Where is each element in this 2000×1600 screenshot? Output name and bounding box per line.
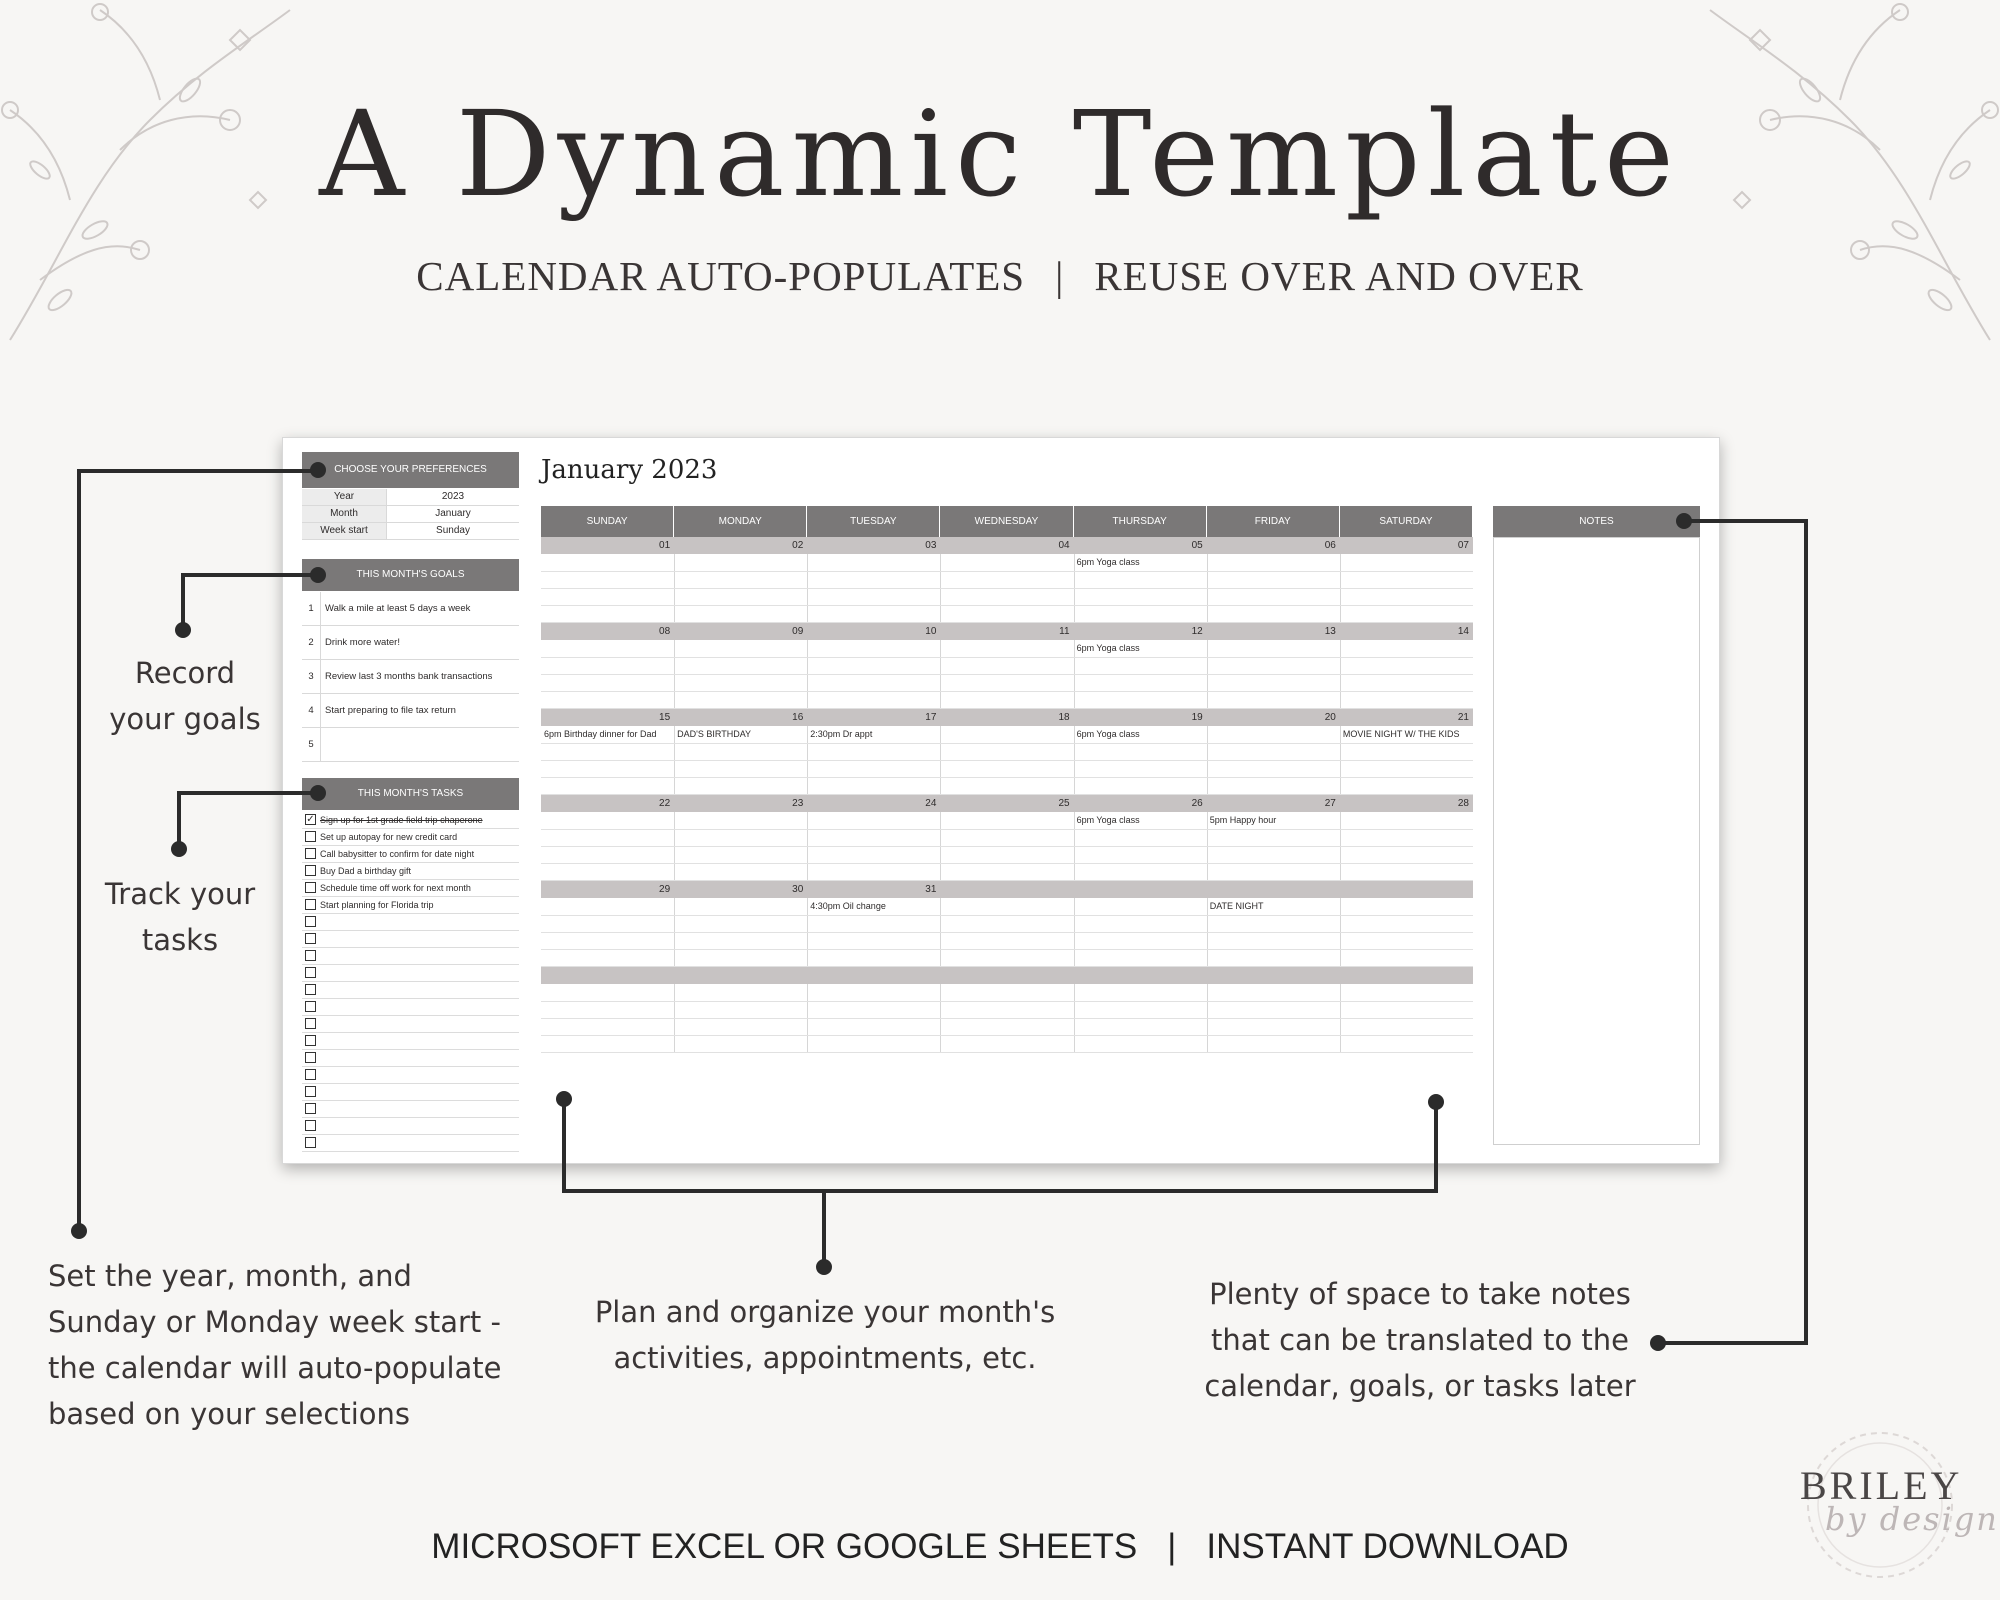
annotation-line: Plenty of space to take notes	[1209, 1277, 1631, 1311]
annotation-line: Sunday or Monday week start -	[48, 1305, 501, 1339]
task-checkbox[interactable]	[305, 831, 316, 842]
task-checkbox[interactable]	[305, 916, 316, 927]
goal-row[interactable]	[302, 660, 519, 694]
task-row	[302, 879, 519, 897]
goal-number: 5	[302, 728, 321, 761]
task-text: Sign up for 1st grade field trip chaperone	[320, 814, 483, 825]
date-number: 21	[1457, 712, 1469, 723]
connector-plan-v1	[562, 1099, 566, 1193]
date-number: 28	[1457, 798, 1469, 809]
annotation-line: your goals	[109, 702, 261, 736]
task-checkbox[interactable]	[305, 848, 316, 859]
notes-header: NOTES	[1493, 506, 1700, 537]
task-row	[302, 947, 519, 965]
footer-right: INSTANT DOWNLOAD	[1206, 1527, 1569, 1566]
annotation-line: Set the year, month, and	[48, 1259, 412, 1293]
date-number: 29	[659, 884, 671, 895]
connector-plan-v3	[822, 1191, 826, 1267]
footer-left: MICROSOFT EXCEL OR GOOGLE SHEETS	[431, 1527, 1138, 1566]
task-checkbox[interactable]	[305, 865, 316, 876]
task-checkbox[interactable]	[305, 899, 316, 910]
connector-dot	[1676, 513, 1692, 529]
date-number: 24	[925, 798, 937, 809]
task-checkbox[interactable]	[305, 1120, 316, 1131]
logo-name: BRILEY	[1800, 1463, 1963, 1508]
annotation-plan	[580, 1289, 1070, 1381]
date-number: 26	[1191, 798, 1203, 809]
calendar-grid	[541, 506, 1473, 1053]
preference-label: Month	[302, 506, 387, 522]
calendar-event[interactable]: 6pm Birthday dinner for Dad	[544, 729, 657, 739]
day-header: WEDNESDAY	[940, 506, 1073, 537]
day-header: THURSDAY	[1074, 506, 1207, 537]
grid-line	[541, 760, 1473, 761]
calendar-event[interactable]: 6pm Yoga class	[1076, 729, 1140, 739]
calendar-event[interactable]: 5pm Happy hour	[1209, 815, 1277, 825]
calendar-event[interactable]: 4:30pm Oil change	[810, 901, 886, 911]
subtitle	[0, 252, 2000, 300]
connector-notes-v	[1804, 519, 1808, 1345]
task-checkbox[interactable]	[305, 950, 316, 961]
calendar-event[interactable]: 6pm Yoga class	[1076, 557, 1140, 567]
connector-dot	[71, 1223, 87, 1239]
connector-dot	[556, 1091, 572, 1107]
preference-value-select[interactable]: Sunday	[436, 525, 470, 536]
task-checkbox[interactable]	[305, 933, 316, 944]
day-header: SUNDAY	[541, 506, 674, 537]
annotation-notes	[1190, 1271, 1650, 1409]
connector-prefs-h	[78, 469, 318, 473]
task-row	[302, 913, 519, 931]
task-row	[302, 1015, 519, 1033]
date-number: 16	[792, 712, 804, 723]
task-checkbox[interactable]	[305, 1035, 316, 1046]
goal-row[interactable]	[302, 626, 519, 660]
task-row	[302, 845, 519, 863]
tasks-header: THIS MONTH'S TASKS	[302, 778, 519, 810]
task-row	[302, 862, 519, 880]
task-checkbox[interactable]: ✓	[306, 814, 315, 825]
date-number: 30	[792, 884, 804, 895]
connector-dot	[310, 462, 326, 478]
date-number: 10	[925, 626, 937, 637]
date-number: 23	[792, 798, 804, 809]
connector-dot	[171, 841, 187, 857]
connector-prefs-v	[77, 469, 81, 1231]
goal-number: 4	[302, 694, 321, 727]
notes-area[interactable]	[1493, 537, 1700, 1145]
preferences-header: CHOOSE YOUR PREFERENCES	[302, 452, 519, 488]
date-number: 27	[1324, 798, 1336, 809]
goal-number: 2	[302, 626, 321, 659]
task-text: Buy Dad a birthday gift	[320, 865, 412, 876]
annotation-line: based on your selections	[48, 1397, 410, 1431]
preference-label: Week start	[302, 523, 387, 539]
date-number: 01	[659, 540, 671, 551]
grid-line	[541, 691, 1473, 692]
grid-line	[541, 1052, 1473, 1053]
task-checkbox[interactable]	[305, 1052, 316, 1063]
calendar-event[interactable]: MOVIE NIGHT W/ THE KIDS	[1342, 729, 1460, 739]
annotation-line: that can be translated to the	[1210, 1323, 1630, 1357]
connector-plan-h	[562, 1189, 1438, 1193]
task-row	[302, 1083, 519, 1101]
task-checkbox[interactable]	[305, 1137, 316, 1148]
task-row	[302, 1117, 519, 1135]
connector-tasks-h	[177, 791, 318, 795]
task-row	[302, 981, 519, 999]
grid-line	[541, 829, 1473, 830]
spreadsheet-preview	[282, 437, 1720, 1164]
task-checkbox[interactable]	[305, 1001, 316, 1012]
task-checkbox[interactable]	[305, 1103, 316, 1114]
task-row	[302, 1066, 519, 1084]
subtitle-left: CALENDAR AUTO-POPULATES	[416, 253, 1026, 299]
grid-line	[541, 949, 1473, 950]
grid-line	[541, 743, 1473, 744]
task-row	[302, 828, 519, 846]
grid-line	[541, 846, 1473, 847]
annotation-line: tasks	[141, 923, 219, 957]
headline: A Dynamic Template	[319, 85, 1681, 223]
task-row	[302, 1134, 519, 1152]
grid-line	[541, 674, 1473, 675]
date-number: 05	[1191, 540, 1203, 551]
date-number: 06	[1324, 540, 1336, 551]
subtitle-right: REUSE OVER AND OVER	[1094, 253, 1584, 299]
calendar-month-title: January 2023	[541, 455, 718, 485]
connector-dot	[1650, 1335, 1666, 1351]
date-number: 11	[1059, 626, 1070, 637]
task-row	[302, 930, 519, 948]
date-number: 18	[1058, 712, 1070, 723]
task-row	[302, 1032, 519, 1050]
connector-dot	[175, 622, 191, 638]
date-number: 17	[925, 712, 937, 723]
annotation-line: Plan and organize your month's	[594, 1295, 1056, 1329]
task-checkbox[interactable]	[305, 1086, 316, 1097]
date-number: 09	[792, 626, 804, 637]
date-number: 19	[1191, 712, 1203, 723]
task-text: Schedule time off work for next month	[320, 882, 471, 893]
grid-line	[541, 605, 1473, 606]
date-number: 13	[1324, 626, 1336, 637]
task-checkbox[interactable]	[305, 1069, 316, 1080]
goal-text: Walk a mile at least 5 days a week	[325, 603, 471, 614]
preference-row	[302, 523, 519, 540]
grid-line	[541, 657, 1473, 658]
grid-line	[541, 932, 1473, 933]
task-text: Call babysitter to confirm for date night	[320, 848, 475, 859]
goal-row[interactable]	[302, 592, 519, 626]
annotation-line: calendar, goals, or tasks later	[1204, 1369, 1636, 1403]
grid-line	[541, 777, 1473, 778]
annotation-preferences	[48, 1253, 508, 1437]
connector-goals-h	[181, 573, 318, 577]
goal-number: 3	[302, 660, 321, 693]
date-number: 20	[1324, 712, 1336, 723]
calendar-event[interactable]: DAD'S BIRTHDAY	[677, 729, 752, 739]
date-number: 02	[792, 540, 804, 551]
date-number: 25	[1058, 798, 1070, 809]
annotation-line: activities, appointments, etc.	[613, 1341, 1037, 1375]
grid-line	[541, 1035, 1473, 1036]
connector-dot	[816, 1259, 832, 1275]
task-checkbox[interactable]	[305, 1018, 316, 1029]
calendar-event[interactable]: 2:30pm Dr appt	[810, 729, 873, 739]
preference-label: Year	[302, 489, 387, 505]
goal-row[interactable]	[302, 728, 519, 762]
task-checkbox[interactable]	[305, 984, 316, 995]
task-row	[302, 1100, 519, 1118]
grid-line	[541, 863, 1473, 864]
goal-text: Review last 3 months bank transactions	[325, 671, 493, 682]
connector-dot	[310, 785, 326, 801]
connector-notes-h2	[1658, 1341, 1808, 1345]
preference-value-select[interactable]: 2023	[441, 491, 465, 502]
annotation-line: Track your	[104, 877, 256, 911]
connector-dot	[310, 567, 326, 583]
preference-row	[302, 506, 519, 523]
task-text: Start planning for Florida trip	[320, 899, 434, 910]
goal-row[interactable]	[302, 694, 519, 728]
annotation-line: Record	[134, 656, 236, 690]
preference-value-select[interactable]: January	[435, 508, 471, 519]
day-header: FRIDAY	[1207, 506, 1340, 537]
grid-line	[541, 915, 1473, 916]
date-number: 31	[925, 884, 937, 895]
connector-plan-v2	[1434, 1102, 1438, 1193]
task-text: Set up autopay for new credit card	[320, 831, 458, 842]
grid-line	[541, 588, 1473, 589]
annotation-tasks	[95, 871, 265, 963]
subtitle-separator: |	[1055, 253, 1065, 299]
footer-separator: |	[1167, 1527, 1177, 1566]
annotation-line: the calendar will auto-populate	[48, 1351, 502, 1385]
date-number: 07	[1457, 540, 1469, 551]
goal-number: 1	[302, 592, 321, 625]
task-row	[302, 811, 519, 829]
annotation-goals	[100, 650, 270, 742]
grid-line	[541, 1001, 1473, 1002]
date-number: 08	[659, 626, 671, 637]
day-header: MONDAY	[674, 506, 807, 537]
task-row	[302, 998, 519, 1016]
week-date-band	[541, 967, 1473, 984]
task-row	[302, 1049, 519, 1067]
task-row	[302, 896, 519, 914]
logo-tagline: by design	[1825, 1500, 1999, 1538]
calendar-event[interactable]: 6pm Yoga class	[1076, 643, 1140, 653]
task-checkbox[interactable]	[305, 882, 316, 893]
day-header: SATURDAY	[1340, 506, 1473, 537]
day-header: TUESDAY	[807, 506, 940, 537]
task-checkbox[interactable]	[305, 967, 316, 978]
date-number: 12	[1191, 626, 1203, 637]
preference-row	[302, 489, 519, 506]
task-row	[302, 964, 519, 982]
date-number: 14	[1457, 626, 1469, 637]
date-number: 04	[1058, 540, 1070, 551]
goal-text: Drink more water!	[325, 637, 400, 648]
grid-line	[541, 1018, 1473, 1019]
connector-dot	[1428, 1094, 1444, 1110]
date-number: 15	[659, 712, 671, 723]
date-number: 03	[925, 540, 937, 551]
goal-text: Start preparing to file tax return	[325, 705, 456, 716]
date-number: 22	[659, 798, 671, 809]
footer-tagline	[0, 1527, 2000, 1567]
connector-notes-h1	[1684, 519, 1808, 523]
calendar-event[interactable]: DATE NIGHT	[1209, 901, 1264, 911]
goals-header: THIS MONTH'S GOALS	[302, 559, 519, 591]
grid-line	[541, 571, 1473, 572]
calendar-event[interactable]: 6pm Yoga class	[1076, 815, 1140, 825]
